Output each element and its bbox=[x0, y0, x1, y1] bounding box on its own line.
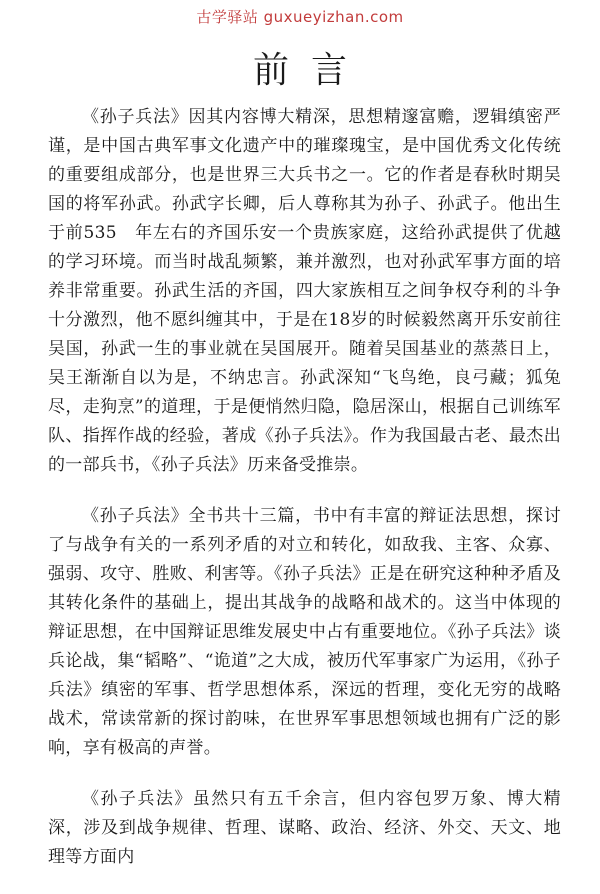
page-title: 前言 bbox=[252, 50, 369, 91]
site-watermark: 古学驿站 guxueyizhan.com bbox=[196, 8, 404, 26]
paragraph-1: 《孙子兵法》因其内容博大精深，思想精邃富赡，逻辑缜密严谨，是中国古典军事文化遗产中的璀璨瑰宝，是中国优秀文化传统的重要组成部分，也是世界三大兵书之一。它的作者是春秋时期吴国的将军孙武。孙武字长卿，后人尊称其为孙子、孙武子。他出生于前535 年左右的齐国乐安一个贵族家庭，这给孙武提供了优越的学习环境。而当时战乱频繁，兼并激烈，也对孙武军事方面的培养非常重要。孙武生活的齐国，四大家族相互之间争权夺利的斗争十分激烈，他不愿纠缠其中，于是在18岁的时候毅然离开乐安前往吴国，孙武一生的事业就在吴国展开。随着吴国基业的蒸蒸日上，吴王渐渐自以为是，不纳忠言。孙武深知“飞鸟绝，良弓藏；狐兔尽，走狗烹”的道理，于是便悄然归隐，隐居深山，根据自己训练军队、指挥作战的经验，著成《孙子兵法》。作为我国最古老、最杰出的一部兵书，《孙子兵法》历来备受推崇。 bbox=[48, 107, 561, 475]
paragraph-2: 《孙子兵法》全书共十三篇，书中有丰富的辩证法思想，探讨了与战争有关的一系列矛盾的对立和转化，如敌我、主客、众寡、强弱、攻守、胜败、利害等。《孙子兵法》正是在研究这种种矛盾及其转化条件的基础上，提出其战争的战略和战术的。这当中体现的辩证思想，在中国辩证思维发展史中占有重要地位。《孙子兵法》谈兵论战，集“韬略”、“诡道”之大成，被历代军事家广为运用，《孙子兵法》缜密的军事、哲学思想体系，深远的哲理，变化无穷的战略战术，常读常新的探讨韵味，在世界军事思想领域也拥有广泛的影响，享有极高的声誉。 bbox=[48, 506, 561, 758]
document-body bbox=[48, 103, 561, 894]
paragraph-3: 《孙子兵法》虽然只有五千余言，但内容包罗万象、博大精深，涉及到战争规律、哲理、谋略、政治、经济、外交、天文、地理等方面内 bbox=[48, 789, 561, 867]
